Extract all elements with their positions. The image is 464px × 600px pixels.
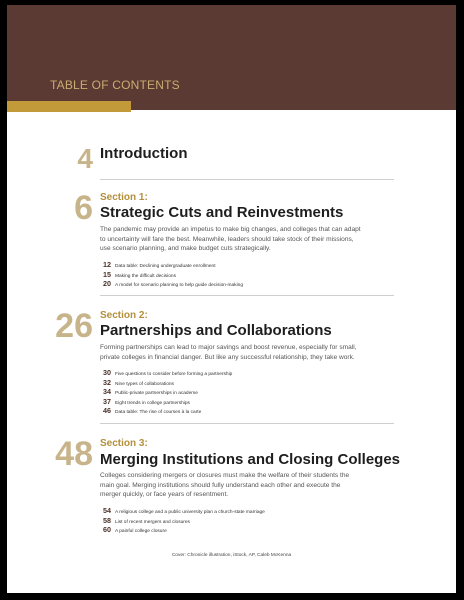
item-title: Making the difficult decisions <box>115 273 176 279</box>
item-page: 15 <box>103 269 111 279</box>
section-1-label: Section 1: <box>100 192 148 203</box>
list-item[interactable] <box>100 514 265 524</box>
section-1-description: The pandemic may provide an impetus to make big changes, and colleges that can adapt to uncertainty will fare the best. Meanwhile, leaders should take stock of their missions, use scenario planning, and make budget cuts strategically. <box>100 226 361 253</box>
toc-page <box>7 5 456 593</box>
item-page: 12 <box>103 260 111 269</box>
item-title: A model for scenario planning to help guide decision-making <box>115 283 243 289</box>
intro-page-number: 4 <box>77 143 93 174</box>
section-3-items <box>100 504 265 533</box>
item-page: 20 <box>103 279 111 289</box>
list-item[interactable] <box>100 366 232 376</box>
section-1-items <box>100 258 243 287</box>
cover-credits: Cover: Chronicle illustration, iStock, AP, Caleb McKenna <box>171 553 292 558</box>
item-title: Data table: Declining undergraduate enrollment <box>115 264 216 269</box>
section-3-title: Merging Institutions and Closing Colleges <box>100 451 401 468</box>
item-title: A religious college and a public university plan a church-state marriage <box>115 510 265 515</box>
list-item[interactable] <box>100 385 232 395</box>
item-page: 30 <box>103 368 111 377</box>
section-2-page-number: 26 <box>55 307 93 345</box>
list-item[interactable] <box>100 504 265 514</box>
section-2-description: Forming partnerships can lead to major savings and boost revenue, especially for small, private colleges in financial danger. But like any successful relationship, they take work. <box>100 344 357 361</box>
divider <box>100 295 394 296</box>
item-title: Eight trends in college partnerships <box>115 400 190 406</box>
list-item[interactable] <box>100 395 232 405</box>
item-title: Five questions to consider before forming a partnership <box>115 372 233 377</box>
list-item[interactable] <box>100 277 243 287</box>
item-title: List of recent mergers and closures <box>115 519 190 525</box>
section-3-label: Section 3: <box>100 438 148 449</box>
list-item[interactable] <box>100 258 243 268</box>
item-title: Nine types of collaborations <box>115 381 174 387</box>
header-banner <box>7 5 456 110</box>
accent-bar <box>7 101 131 112</box>
item-page: 60 <box>103 525 111 535</box>
item-page: 34 <box>103 387 111 397</box>
section-3-page-number: 48 <box>55 435 93 473</box>
intro-title: Introduction <box>100 145 188 162</box>
section-2-title: Partnerships and Collaborations <box>100 322 332 339</box>
section-1-page-number: 6 <box>74 189 93 227</box>
section-2-items <box>100 366 232 414</box>
item-page: 46 <box>103 406 111 416</box>
item-title: Data table: The rise of courses à la carte <box>115 410 202 416</box>
section-1-title: Strategic Cuts and Reinvestments <box>100 204 344 221</box>
divider <box>100 423 394 424</box>
item-page: 32 <box>103 377 111 387</box>
item-page: 54 <box>103 506 111 515</box>
list-item[interactable] <box>100 404 232 414</box>
list-item[interactable] <box>100 268 243 278</box>
item-title: Public-private partnerships in academe <box>115 391 198 397</box>
item-page: 37 <box>103 396 111 406</box>
section-3-description: Colleges considering mergers or closures must make the welfare of their students the main goal. Merging institutions should fully understand each other and execute the merger quickly, or face years of resentment. <box>100 472 350 499</box>
divider <box>100 179 394 180</box>
section-2-label: Section 2: <box>100 310 148 321</box>
item-page: 58 <box>103 515 111 525</box>
toc-heading: TABLE OF CONTENTS <box>50 78 180 92</box>
item-title: A painful college closure <box>115 529 167 535</box>
list-item[interactable] <box>100 376 232 386</box>
